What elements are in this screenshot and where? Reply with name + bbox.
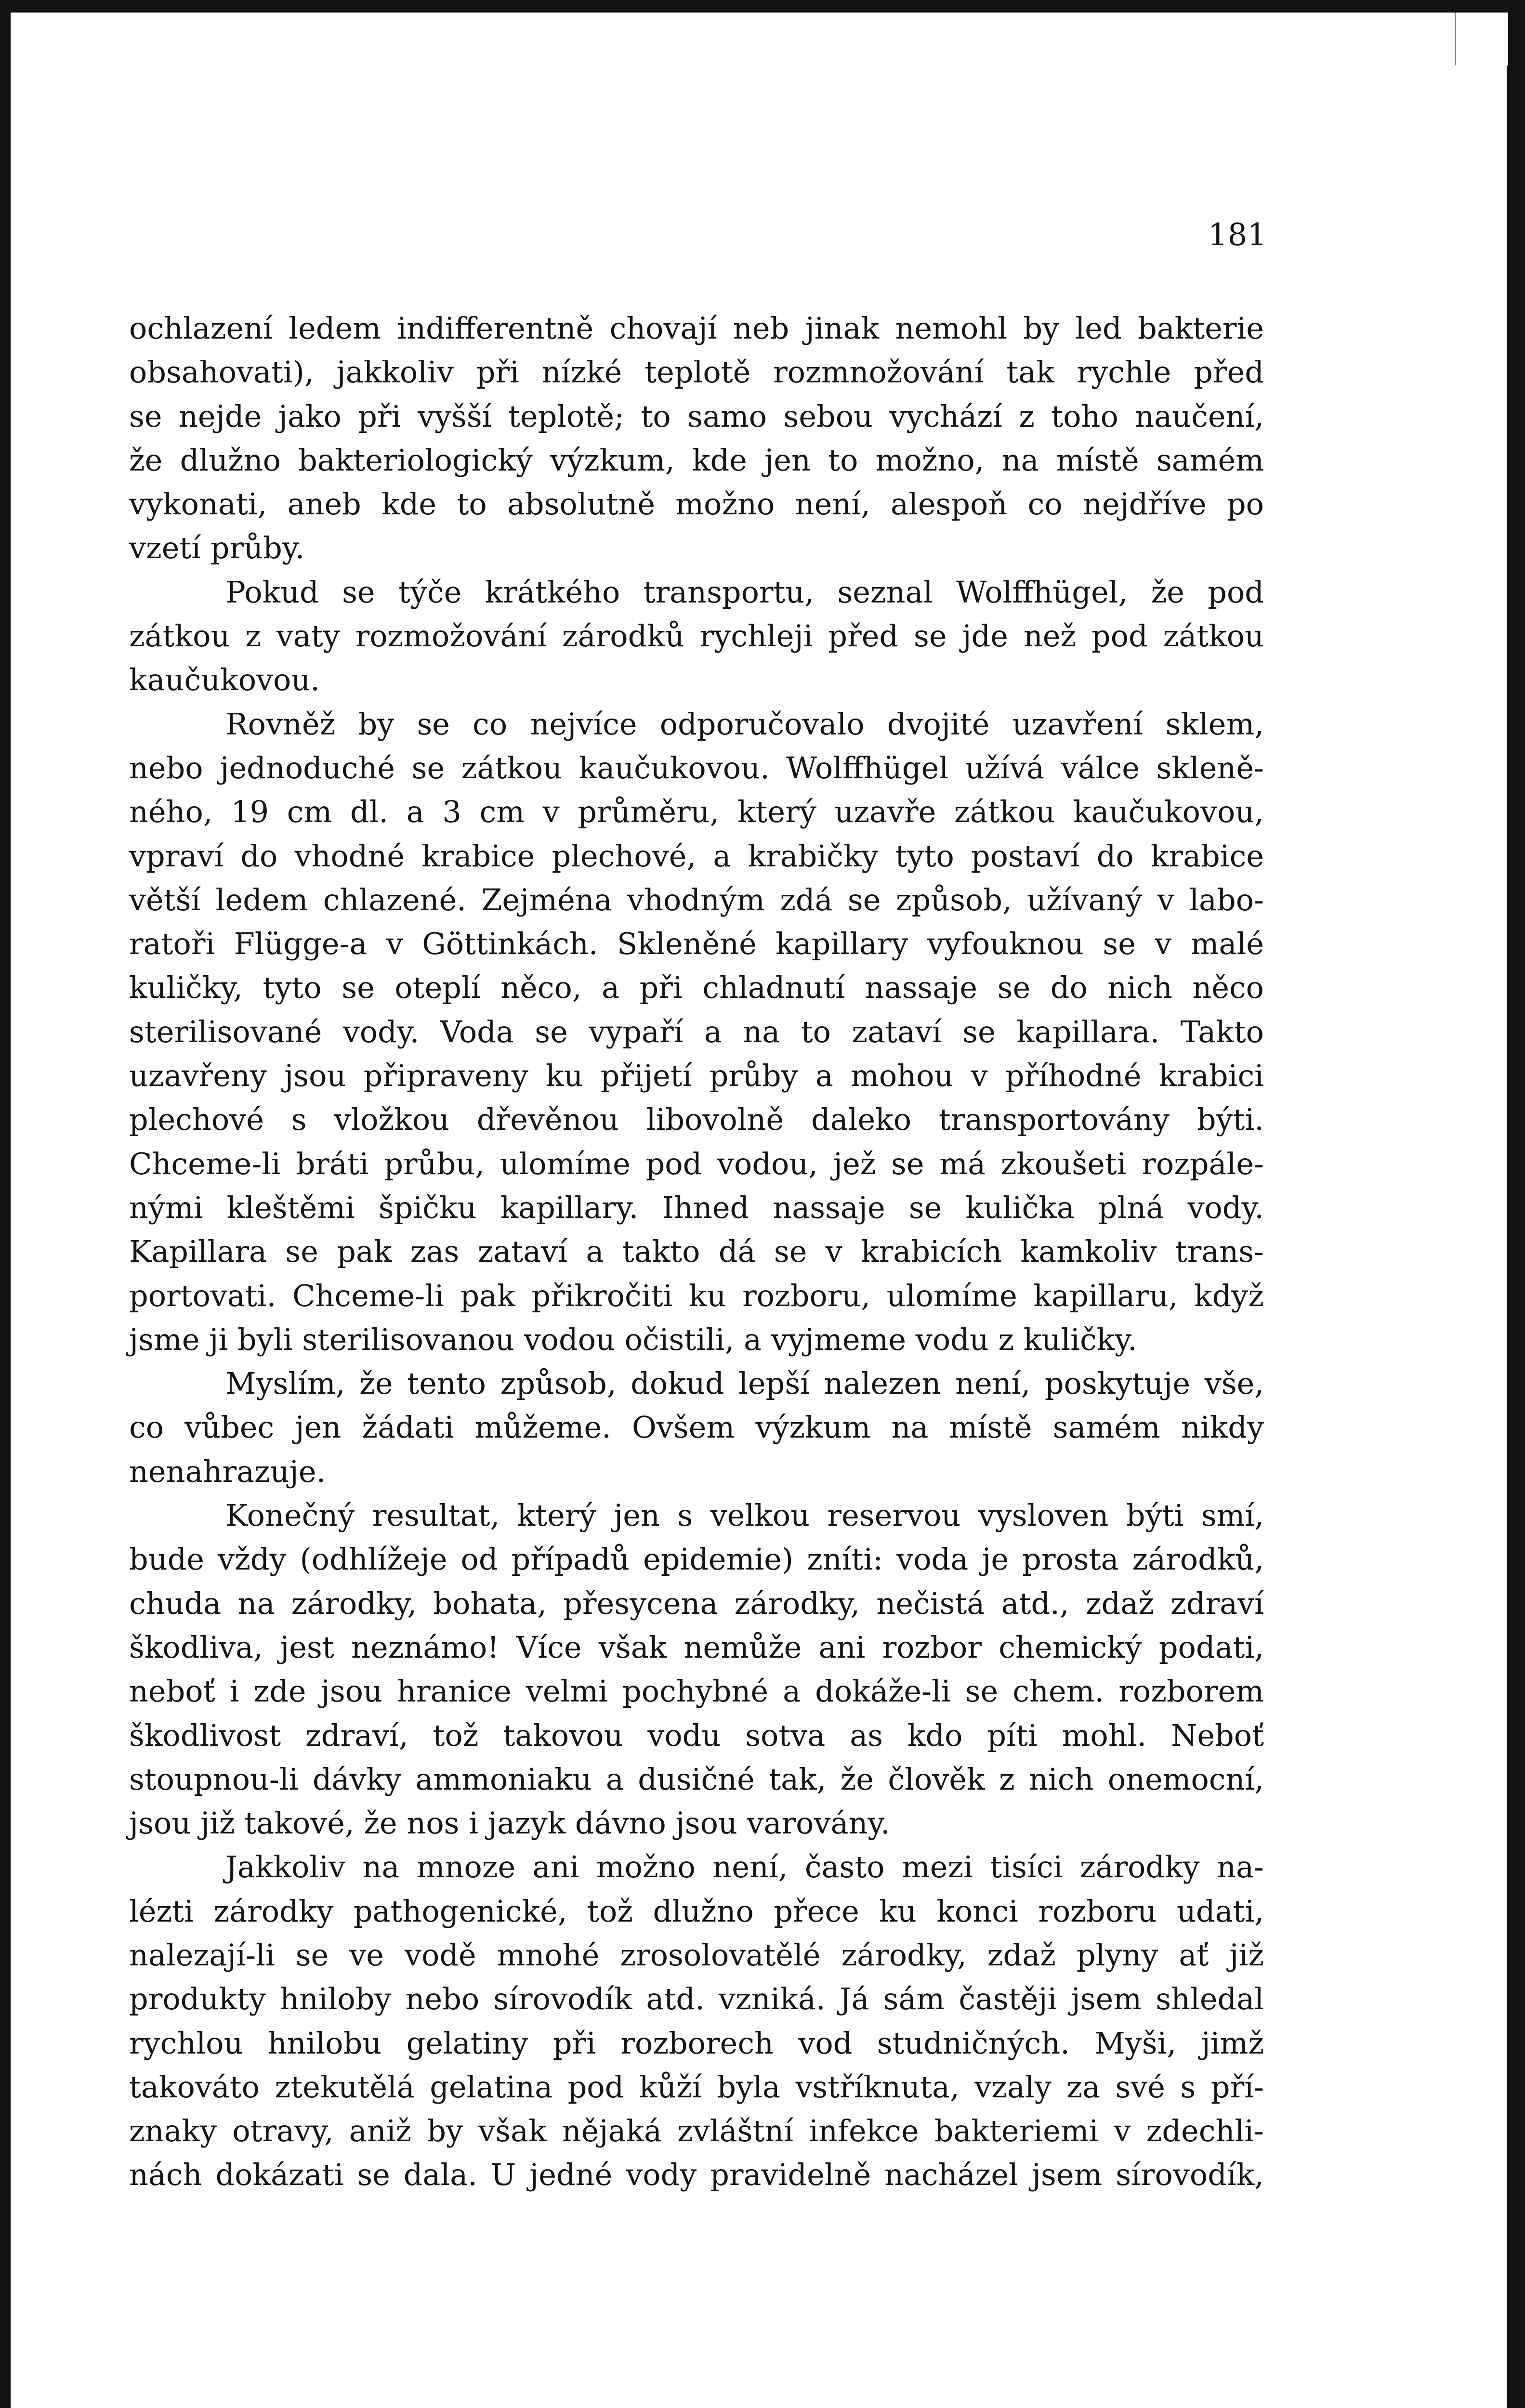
text-line: Chceme-li bráti průbu, ulomíme pod vodou, jež se má zkoušeti rozpále- [129, 1146, 1264, 1181]
scan-edge-corner [1455, 13, 1508, 65]
text-line: Rovněž by se co nejvíce odporučovalo dvojité uzavření sklem, [225, 706, 1264, 742]
text-line: rychlou hnilobu gelatiny při rozborech vod studničných. Myši, jimž [129, 2025, 1264, 2061]
text-line: uzavřeny jsou připraveny ku přijetí průby a mohou v příhodné krabici [129, 1058, 1264, 1094]
text-line: škodliva, jest neznámo! Více však nemůže ani rozbor chemický podati, [129, 1629, 1264, 1665]
text-line: co vůbec jen žádati můžeme. Ovšem výzkum na místě samém nikdy [129, 1410, 1264, 1445]
text-line: kaučukovou. [129, 662, 320, 698]
text-line: Pokud se týče krátkého transportu, seznal Wolffhügel, že pod [225, 574, 1264, 610]
text-line: znaky otravy, aniž by však nějaká zvláštní infekce bakteriemi v zdechli- [129, 2113, 1264, 2149]
text-line: vzetí průby. [129, 530, 305, 566]
text-line: nebo jednoduché se zátkou kaučukovou. Wolffhügel užívá válce skleně- [129, 750, 1264, 785]
text-line: lézti zárodky pathogenické, tož dlužno přece ku konci rozboru udati, [129, 1893, 1264, 1929]
text-line: stoupnou-li dávky ammoniaku a dusičné tak, že člověk z nich onemocní, [129, 1761, 1264, 1797]
text-line: větší ledem chlazené. Zejména vhodným zdá se způsob, užívaný v labo- [129, 882, 1264, 917]
text-line: vpraví do vhodné krabice plechové, a krabičky tyto postaví do krabice [129, 838, 1264, 874]
text-line: se nejde jako při vyšší teplotě; to samo sebou vychází z toho naučení, [129, 398, 1264, 434]
text-line: Kapillara se pak zas zataví a takto dá se v krabicích kamkoliv trans- [129, 1234, 1264, 1269]
text-line: nalezají-li se ve vodě mnohé zrosolovatělé zárodky, zdaž plyny ať již [129, 1937, 1264, 1973]
text-line: Konečný resultat, který jen s velkou reservou vysloven býti smí, [225, 1498, 1264, 1533]
text-line: portovati. Chceme-li pak přikročiti ku rozboru, ulomíme kapillaru, když [129, 1278, 1264, 1313]
scan-edge-left [0, 0, 11, 2408]
text-line: Myslím, že tento způsob, dokud lepší nalezen není, poskytuje vše, [225, 1366, 1264, 1401]
text-line: škodlivost zdraví, tož takovou vodu sotva as kdo píti mohl. Neboť [129, 1717, 1264, 1753]
text-line: plechové s vložkou dřevěnou libovolně daleko transportovány býti. [129, 1102, 1264, 1138]
text-line: ného, 19 cm dl. a 3 cm v průměru, který uzavře zátkou kaučukovou, [129, 794, 1264, 830]
text-line: Jakkoliv na mnoze ani možno není, často mezi tisíci zárodky na- [225, 1849, 1264, 1885]
text-line: zátkou z vaty rozmožování zárodků rychleji před se jde než pod zátkou [129, 618, 1264, 654]
text-line: ochlazení ledem indifferentně chovají neb jinak nemohl by led bakterie [129, 311, 1264, 346]
text-line: sterilisované vody. Voda se vypaří a na to zataví se kapillara. Takto [129, 1014, 1264, 1049]
text-line: ratoři Flügge-a v Göttinkách. Skleněné kapillary vyfouknou se v malé [129, 926, 1264, 962]
text-line: chuda na zárodky, bohata, přesycena zárodky, nečistá atd., zdaž zdraví [129, 1585, 1264, 1621]
page-number: 181 [1208, 217, 1267, 253]
text-line: obsahovati), jakkoliv při nízké teplotě rozmnožování tak rychle před [129, 354, 1264, 390]
scan-edge-top [0, 0, 1525, 13]
text-line: nenahrazuje. [129, 1453, 326, 1489]
text-line: takováto ztekutělá gelatina pod kůží byla vstříknuta, vzaly za své s pří- [129, 2069, 1264, 2105]
text-line: jsou již takové, že nos i jazyk dávno jsou varovány. [129, 1806, 890, 1841]
scan-edge-right [1507, 0, 1525, 2408]
text-line: vykonati, aneb kde to absolutně možno není, alespoň co nejdříve po [129, 486, 1264, 522]
text-line: nými kleštěmi špičku kapillary. Ihned nassaje se kulička plná vody. [129, 1190, 1264, 1225]
text-line: bude vždy (odhlížeje od případů epidemie) zníti: voda je prosta zárodků, [129, 1542, 1264, 1577]
text-line: že dlužno bakteriologický výzkum, kde jen to možno, na místě samém [129, 442, 1264, 478]
text-line: neboť i zde jsou hranice velmi pochybné a dokáže-li se chem. rozborem [129, 1674, 1264, 1709]
text-line: jsme ji byli sterilisovanou vodou očistili, a vyjmeme vodu z kuličky. [129, 1322, 1137, 1357]
text-line: nách dokázati se dala. U jedné vody pravidelně nacházel jsem sírovodík, [129, 2157, 1264, 2193]
text-line: produkty hniloby nebo sírovodík atd. vzniká. Já sám častěji jsem shledal [129, 1981, 1264, 2017]
text-line: kuličky, tyto se oteplí něco, a při chladnutí nassaje se do nich něco [129, 970, 1264, 1006]
body-text [129, 306, 1264, 2197]
